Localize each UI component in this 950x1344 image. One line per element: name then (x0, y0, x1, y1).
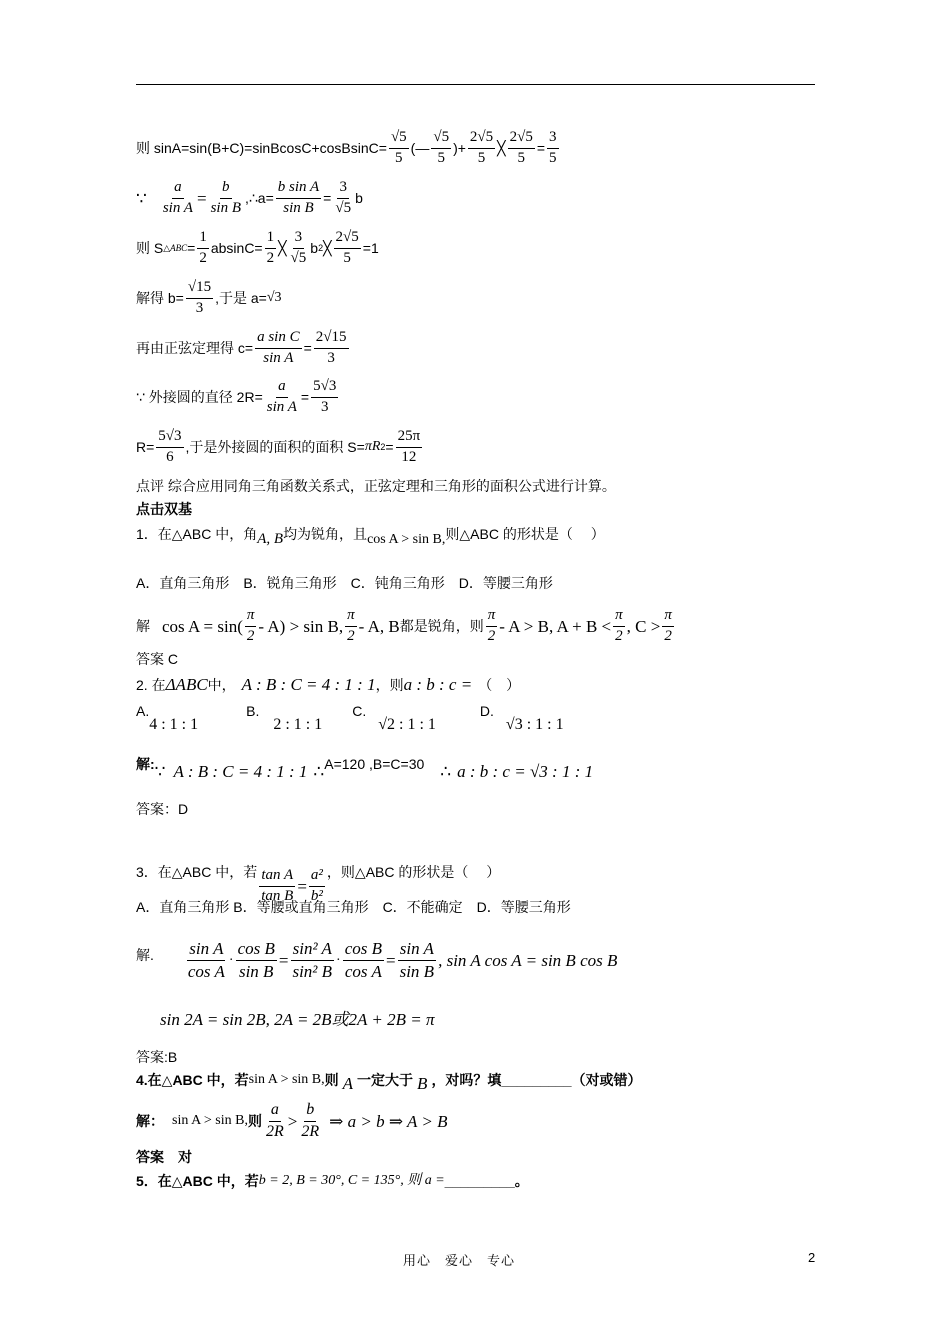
line-area: 则 S △ABC = $\frac{1}{2}$ absinC= $\frac{1}{2}$ ╳ $\frac{3}{√5}$ b 2 ╳ $\frac{2√5}{5}$ =1 (136, 228, 379, 268)
frac: $\frac{√5}{5}$ (433, 129, 450, 166)
frac: $\frac{√5}{5}$ (390, 129, 407, 166)
frac: $\frac{\text{tan A}}{\text{tan B}}$ (261, 867, 294, 904)
q3-answer: 答案:B (136, 1049, 178, 1065)
q3-solution-line2: sin 2A = sin 2B, 2A = 2B或2A + 2B = π (160, 1010, 435, 1029)
q4-stem: 4.在△ABC 中，若 sin A > sin B, 则 A 一定大于 B ，对吗？填_________（对或错） (136, 1071, 642, 1093)
line-sina: 则 sinA=sin(B+C)=sinBcosC+cosBsinC= $\frac{√5}{5}$ (— $\frac{√5}{5}$ )+ $\frac{2√5}{5}$ ╳ $\frac{2√5}{5}$ = $\frac{3}{5}$ (136, 128, 561, 168)
frac: $\frac{2√5}{5}$ (335, 229, 359, 266)
frac: $\frac{\text{sin A}}{\text{cos A}}$ (187, 939, 225, 982)
frac: $\frac{2√5}{5}$ (509, 129, 533, 166)
frac: $\frac{a}{\text{sin A}}$ (266, 378, 297, 415)
frac: $\frac{a}{\text{sin A}}$ (162, 179, 193, 216)
frac: $\frac{3}{5}$ (549, 129, 557, 166)
frac: $\frac{1}{2}$ (266, 229, 275, 266)
q3-options: A．直角三角形 B．等腰或直角三角形 C．不能确定 D．等腰三角形 (136, 899, 571, 915)
frac: $\frac{\pi}{2}$ (487, 607, 496, 644)
frac: $\frac{\pi}{2}$ (615, 607, 623, 644)
frac: $\frac{25\pi}{12}$ (397, 428, 421, 465)
q1-answer: 答案 C (136, 651, 178, 667)
q4-answer: 答案 对 (136, 1149, 192, 1165)
frac: $\frac{\pi}{2}$ (347, 607, 355, 644)
line-solve-c: 再由正弦定理得 c= $\frac{\text{a sin C}}{\text{sin A}}$ = $\frac{2√15}{3}$ (136, 328, 351, 368)
frac: $\frac{\text{sin A}}{\text{sin B}}$ (399, 939, 435, 982)
line-solve-b: 解得 b= $\frac{√15}{3}$ ,于是 a= √3 (136, 278, 282, 318)
frac: $\frac{2√15}{3}$ (315, 329, 347, 366)
frac: $\frac{\text{sin² A}}{\text{sin² B}}$ (292, 939, 333, 982)
q5-stem: 5．在△ABC 中，若 b = 2, B = 30°, C = 135°, 则 a = _________。 (136, 1173, 529, 1189)
section-title: 点击双基 (136, 501, 192, 517)
frac: $\frac{\text{cos B}}{\text{sin B}}$ (237, 939, 275, 982)
q3-solution: 解. $\frac{\text{sin A}}{\text{cos A}}$ · $\frac{\text{cos B}}{\text{sin B}}$ = $\frac{\text{sin² A}}{\text{sin² B}}$ · $\frac{\text{cos B}}{\text{cos A}}$ = $\frac{\text{sin A}}{\text{sin B}}$ , sin A cos A = sin B cos B (136, 938, 617, 983)
frac: $\frac{5√3}{6}$ (158, 428, 182, 465)
frac: $\frac{5√3}{3}$ (313, 378, 337, 415)
frac: $\frac{b}{2R}$ (301, 1101, 320, 1140)
frac: $\frac{b}{\text{sin B}}$ (210, 179, 241, 216)
q2-solution: 解: ∵ A : B : C = 4 : 1 : 1 ∴ A=120 ,B=C=30 ∴ a : b : c = √3 : 1 : 1 (136, 755, 594, 781)
q2-options: A. 4 : 1 : 1 B. 2 : 1 : 1 C. √2 : 1 : 1 D. √3 : 1 : 1 (136, 703, 564, 733)
q2-stem: 2. 在 ΔABC 中， A : B : C = 4 : 1 : 1 ，则 a : b : c = （ ） (136, 675, 521, 694)
page-number: 2 (808, 1250, 816, 1265)
line-law-of-sines: ∵ $\frac{a}{\text{sin A}}$ = $\frac{b}{\text{sin B}}$ ,∴a= $\frac{\text{b sin A}}{\text{sin B}}$ = $\frac{3}{√5}$ b (136, 178, 363, 218)
q1-stem: 1．在△ABC 中，角 A, B 均为锐角，且 cos A > sin B, 则△ABC 的形状是（ ） (136, 525, 605, 547)
frac: $\frac{\pi}{2}$ (246, 607, 255, 644)
frac: $\frac{3}{√5}$ (290, 229, 307, 266)
frac: $\frac{2√5}{5}$ (469, 129, 494, 166)
frac: $\frac{1}{2}$ (199, 229, 207, 266)
comment-line: 点评 综合应用同角三角函数关系式，正弦定理和三角形的面积公式进行计算。 (136, 478, 616, 494)
frac: $\frac{\text{b sin A}}{\text{sin B}}$ (277, 179, 320, 216)
header-rule (136, 84, 815, 85)
line-circle-area: R= $\frac{5√3}{6}$ ,于是外接圆的面积的面积 S= πR 2 = $\frac{25\pi}{12}$ (136, 427, 424, 467)
line-diameter: ∵ 外接圆的直径 2R= $\frac{a}{\text{sin A}}$ = $\frac{5√3}{3}$ (136, 377, 340, 417)
q3-stem: 3．在△ABC 中，若 $\frac{\text{tan A}}{\text{tan B}}$ = $\frac{\text{a²}}{\text{b²}}$ ，则△ABC 的形状是（ ） (136, 838, 500, 906)
frac: $\frac{\text{cos B}}{\text{cos A}}$ (344, 939, 382, 982)
frac: $\frac{3}{√5}$ (335, 179, 352, 216)
q2-answer: 答案：D (136, 801, 189, 817)
footer-motto: 用心 爱心 专心 (403, 1253, 516, 1268)
q1-options: A．直角三角形 B．锐角三角形 C．钝角三角形 D．等腰三角形 (136, 575, 553, 591)
frac: $\frac{a}{2R}$ (265, 1101, 284, 1140)
frac: $\frac{\text{a²}}{\text{b²}}$ (310, 867, 323, 904)
q4-solution: 解： sin A > sin B, 则 $\frac{a}{2R}$ > $\frac{b}{2R}$ ⇒ a > b ⇒ A > B (136, 1100, 447, 1143)
frac: $\frac{√15}{3}$ (187, 279, 212, 316)
q1-solution: 解 cos A = sin( $\frac{\pi}{2}$ - A) > sin B, $\frac{\pi}{2}$ - A, B 都是锐角，则 $\frac{\pi}{2}$ - A > B, A + B < $\frac{\pi}{2}$ , C > $\frac{\pi}{2}$ (136, 606, 676, 646)
frac: $\frac{\pi}{2}$ (664, 607, 672, 644)
frac: $\frac{\text{a sin C}}{\text{sin A}}$ (257, 329, 300, 366)
